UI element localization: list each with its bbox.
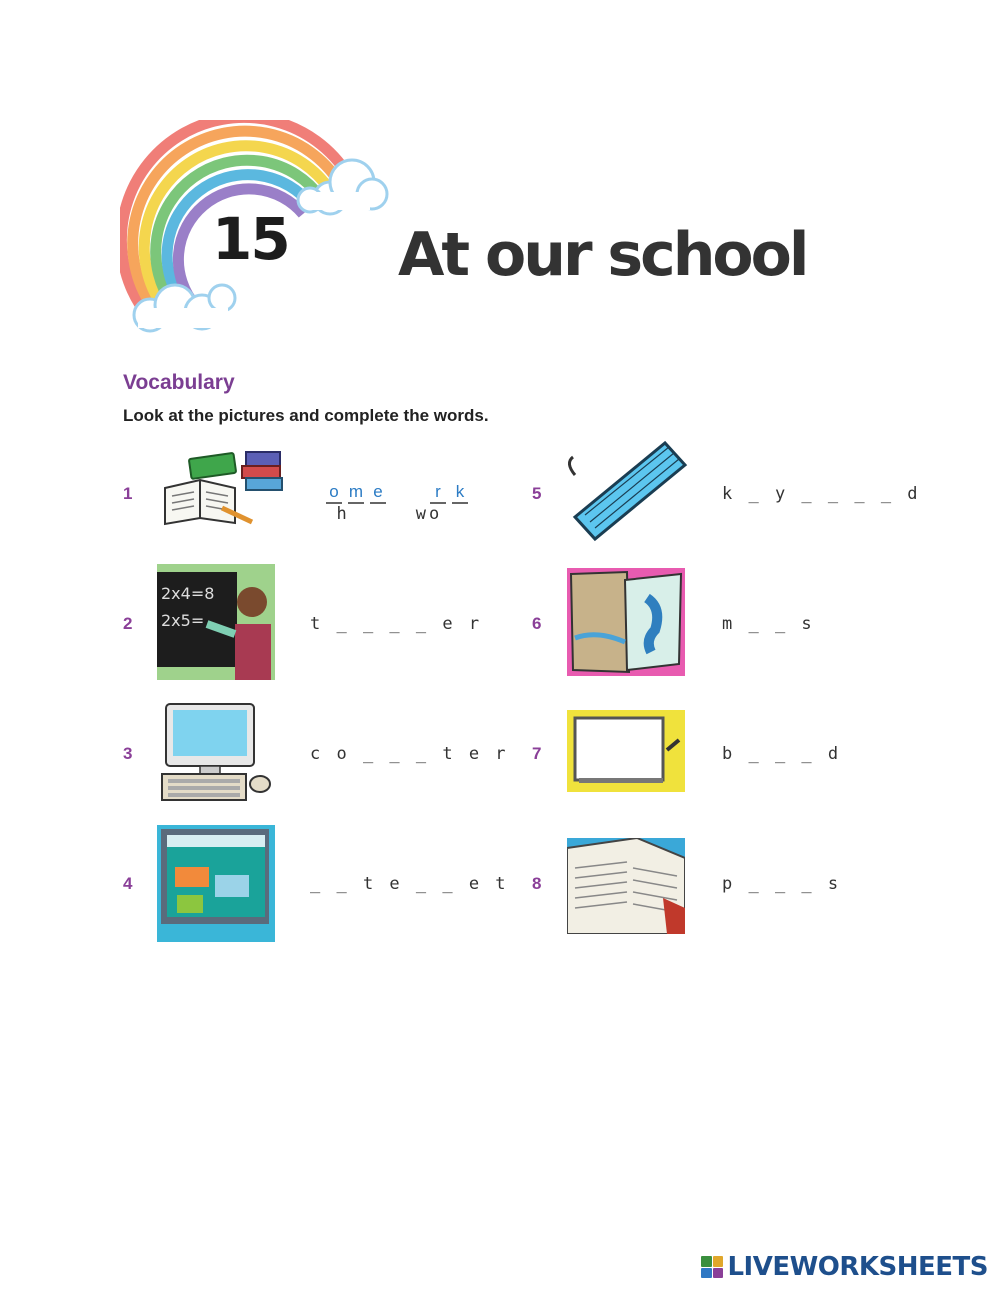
- item-number-7: 7: [532, 744, 542, 763]
- word-1: h wo: [336, 504, 443, 524]
- maps-icon: [567, 568, 685, 676]
- books-homework-icon: [160, 448, 285, 530]
- section-heading: Vocabulary: [123, 371, 235, 394]
- computer-icon: [160, 702, 275, 802]
- item-number-1: 1: [123, 484, 133, 503]
- footer-brand: LIVEWORKSHEETS: [727, 1252, 988, 1282]
- item-number-4: 4: [123, 874, 133, 893]
- word-3: c o _ _ _ t e r: [310, 744, 509, 764]
- keyboard-icon: [565, 435, 690, 545]
- whiteboard-icon: [567, 710, 685, 792]
- word-6: m _ _ s: [722, 614, 815, 634]
- word-2: t _ _ _ _ e r: [310, 614, 483, 634]
- svg-text:2x5=: 2x5=: [161, 611, 205, 630]
- unit-number: 15: [212, 205, 289, 273]
- liveworksheets-logo-icon: [701, 1256, 723, 1278]
- internet-screen-icon: [157, 825, 275, 942]
- answer-1d-input[interactable]: [429, 482, 447, 502]
- item-number-5: 5: [532, 484, 542, 503]
- item-number-6: 6: [532, 614, 542, 633]
- teacher-icon: [157, 564, 275, 680]
- word-7: b _ _ _ d: [722, 744, 842, 764]
- answer-1e-input[interactable]: [451, 482, 469, 502]
- papers-icon: [567, 838, 685, 934]
- word-4: _ _ t e _ _ e t: [310, 874, 509, 894]
- word-5: k _ y _ _ _ _ d: [722, 484, 921, 504]
- item-number-2: 2: [123, 614, 133, 633]
- answer-1b-input[interactable]: [347, 482, 365, 502]
- item-number-8: 8: [532, 874, 542, 893]
- word-8: p _ _ _ s: [722, 874, 842, 894]
- answer-1a-input[interactable]: [325, 482, 343, 502]
- page-title: At our school: [398, 220, 807, 290]
- svg-text:2x4=8: 2x4=8: [161, 584, 215, 603]
- item-number-3: 3: [123, 744, 133, 763]
- liveworksheets-logo: [701, 1252, 988, 1282]
- instruction-text: Look at the pictures and complete the words.: [123, 406, 489, 425]
- answer-1c-input[interactable]: [369, 482, 387, 502]
